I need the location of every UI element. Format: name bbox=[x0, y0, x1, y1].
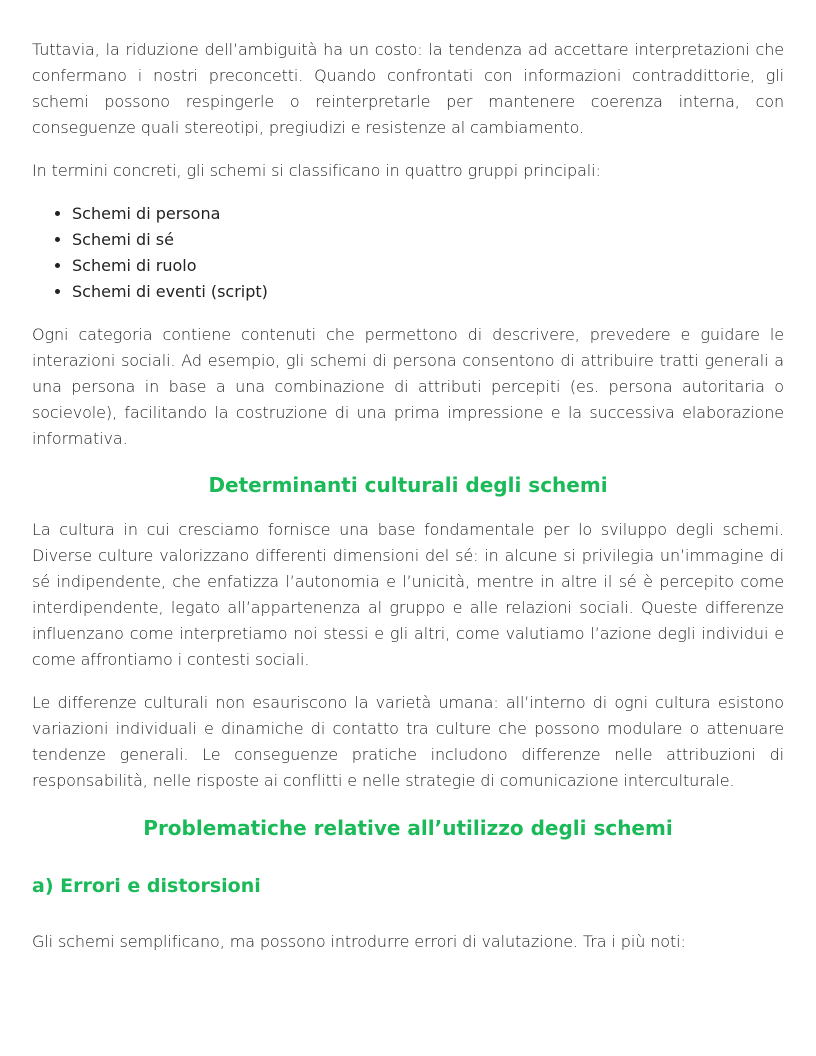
body-paragraph: In termini concreti, gli schemi si classificano in quattro gruppi principali: bbox=[32, 161, 601, 180]
schema-types-list bbox=[32, 201, 784, 305]
list-item: • Schemi di eventi (script) bbox=[72, 279, 784, 305]
body-paragraph: Gli schemi semplificano, ma possono introdurre errori di valutazione. Tra i più noti: bbox=[32, 932, 686, 951]
body-paragraph: Le differenze culturali non esauriscono la varietà umana: all’interno di ogni cultura esistono variazioni individuali e dinamiche di contatto tra culture che possono modulare o attenuare tendenze generali. Le conseguenze pratiche includono differenze nelle attribuzioni di responsabilità, nelle risposte ai conflitti e nelle strategie di comunicazione interculturale. bbox=[32, 693, 784, 790]
body-paragraph: La cultura in cui cresciamo fornisce una base fondamentale per lo sviluppo degli schemi. Diverse culture valorizzano differenti dimensioni del sé: in alcune si privilegia un’immagine di sé indipendente, che enfatizza l’autonomia e l’unicità, mentre in altre il sé è percepito come interdipendente, legato all’appartenenza al gruppo e alle relazioni sociali. Queste differenze influenzano come interpretiamo noi stessi e gli altri, come valutiamo l’azione degli individui e come affrontiamo i contesti sociali. bbox=[32, 520, 784, 669]
list-item: • Schemi di persona bbox=[72, 201, 784, 227]
body-paragraph: Tuttavia, la riduzione dell’ambiguità ha un costo: la tendenza ad accettare interpretazioni che confermano i nostri preconcetti. Quando confrontati con informazioni contraddittorie, gli schemi possono respingerle o reinterpretarle per mantenere coerenza interna, con conseguenze quali stereotipi, pregiudizi e resistenze al cambiamento. bbox=[32, 40, 784, 137]
section-heading: Determinanti culturali degli schemi bbox=[208, 473, 608, 497]
list-item: • Schemi di ruolo bbox=[72, 253, 784, 279]
section-heading: Problematiche relative all’utilizzo degli schemi bbox=[143, 816, 673, 840]
subsection-heading: a) Errori e distorsioni bbox=[32, 875, 261, 897]
list-item: • Schemi di sé bbox=[72, 227, 784, 253]
body-paragraph: Ogni categoria contiene contenuti che permettono di descrivere, prevedere e guidare le interazioni sociali. Ad esempio, gli schemi di persona consentono di attribuire tratti generali a una persona in base a una combinazione di attributi percepiti (es. persona autoritaria o socievole), facilitando la costruzione di una prima impressione e la successiva elaborazione informativa. bbox=[32, 325, 784, 448]
